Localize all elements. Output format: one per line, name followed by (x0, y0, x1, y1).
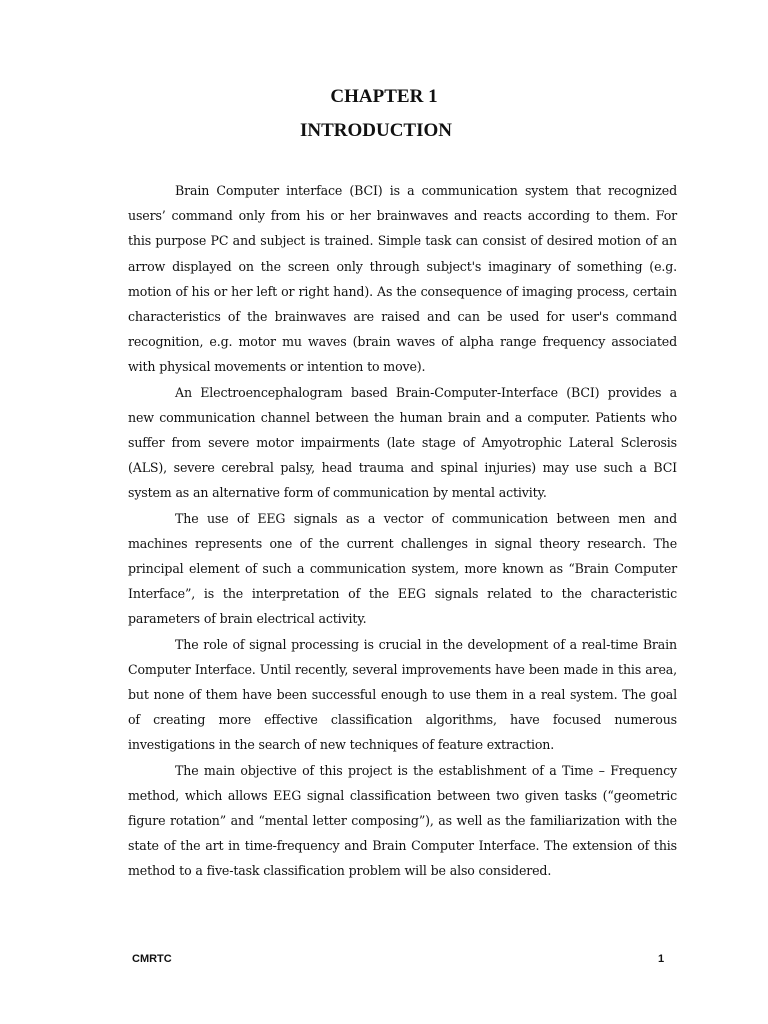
footer-institution: CMRTC (132, 953, 172, 965)
paragraph-3: The use of EEG signals as a vector of communication between men and machines represents one of the current challenges in signal theory research. The principal element of such a communication system, more known as “Brain Computer Interface”, is the interpretation of the EEG signals related to the characteristic parameters of brain electrical activity. (128, 510, 677, 627)
chapter-label: CHAPTER 1 (330, 86, 438, 107)
paragraph-1: Brain Computer interface (BCI) is a communication system that recognized users’ command only from his or her brainwaves and reacts according to them. For this purpose PC and subject is trained. Simple task can consist of desired motion of an arrow displayed on the screen only through subject's imaginary of something (e.g. motion of his or her left or right hand). As the consequence of imaging process, certain characteristics of the brainwaves are raised and can be used for user's command recognition, e.g. motor mu waves (brain waves of alpha range frequency associated with physical movements or intention to move). (128, 183, 677, 375)
chapter-title: INTRODUCTION (299, 120, 453, 141)
footer-page-number: 1 (658, 953, 665, 965)
body-text (128, 178, 677, 884)
paragraph-2: An Electroencephalogram based Brain-Computer-Interface (BCI) provides a new communication channel between the human brain and a computer. Patients who suffer from severe motor impairments (late stage of Amyotrophic Lateral Sclerosis (ALS), severe cerebral palsy, head trauma and spinal injuries) may use such a BCI system as an alternative form of communication by mental activity. (128, 384, 677, 501)
paragraph-4: The role of signal processing is crucial in the development of a real-time Brain Computer Interface. Until recently, several improvements have been made in this area, but none of them have been successful enough to use them in a real system. The goal of creating more effective classification algorithms, have focused numerous investigations in the search of new techniques of feature extraction. (128, 636, 677, 753)
paragraph-5: The main objective of this project is the establishment of a Time – Frequency method, which allows EEG signal classification between two given tasks (“geometric figure rotation” and “mental letter composing”), as well as the familiarization with the state of the art in time-frequency and Brain Computer Interface. The extension of this method to a five-task classification problem will be also considered. (128, 762, 677, 879)
